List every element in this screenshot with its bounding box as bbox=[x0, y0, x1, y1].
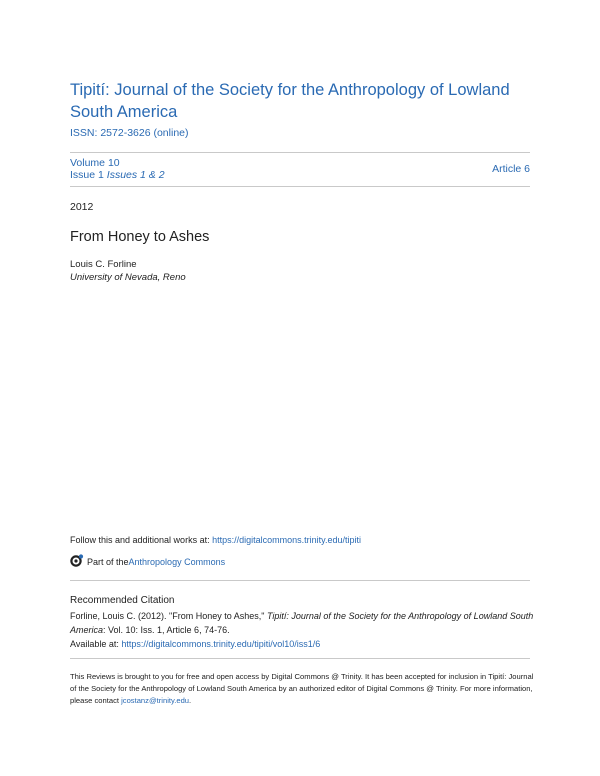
network-commons-icon bbox=[70, 554, 87, 569]
author-affiliation: University of Nevada, Reno bbox=[70, 272, 186, 283]
article-number-link[interactable]: Article 6 bbox=[492, 163, 530, 175]
part-of-line bbox=[70, 554, 225, 569]
follow-line bbox=[70, 535, 361, 545]
author-name: Louis C. Forline bbox=[70, 259, 137, 270]
citation-journal: Tipití: Journal of the Society for the Anthropology of Lowland South America bbox=[70, 611, 534, 635]
available-prefix: Available at: bbox=[70, 639, 122, 649]
citation-end: : Vol. 10: Iss. 1, Article 6, 74-76. bbox=[103, 625, 230, 635]
divider-top bbox=[70, 152, 530, 153]
author-block bbox=[70, 258, 186, 284]
volume-issue-block bbox=[70, 157, 165, 181]
anthropology-commons-link[interactable]: Anthropology Commons bbox=[128, 556, 226, 567]
issue-line bbox=[70, 169, 165, 181]
follow-prefix: Follow this and additional works at: bbox=[70, 535, 213, 545]
publication-year: 2012 bbox=[70, 201, 94, 213]
journal-title-link[interactable]: Tipití: Journal of the Society for the Anthropology of Lowland South America bbox=[70, 81, 510, 121]
divider-issue bbox=[70, 186, 530, 187]
part-of-prefix: Part of the bbox=[87, 556, 129, 567]
issue-link[interactable]: Issue 1 bbox=[70, 169, 104, 181]
recommended-citation-heading: Recommended Citation bbox=[70, 595, 175, 606]
divider-citation bbox=[70, 580, 530, 581]
access-end: . bbox=[189, 696, 192, 705]
contact-email-link[interactable]: jcostanz@trinity.edu bbox=[121, 696, 190, 705]
citation-start: Forline, Louis C. (2012). "From Honey to Ashes," bbox=[70, 611, 267, 621]
article-title: From Honey to Ashes bbox=[70, 229, 210, 245]
citation-text bbox=[70, 609, 535, 651]
access-statement bbox=[70, 671, 535, 707]
access-text: This Reviews is brought to you for free and open access by Digital Commons @ Trinity. It has been accepted for inclusion in Tipití: Journal of the Society for the Anthropology of Lowland South America by an authorized editor of Digital Commons @ Trinity. For more information, please contact bbox=[70, 672, 534, 705]
volume-link[interactable]: Volume 10 bbox=[70, 157, 120, 169]
follow-url-link[interactable]: https://digitalcommons.trinity.edu/tipiti bbox=[212, 535, 361, 545]
available-url-link[interactable]: https://digitalcommons.trinity.edu/tipiti/vol10/iss1/6 bbox=[121, 639, 321, 649]
divider-footer bbox=[70, 658, 530, 659]
issues-link[interactable]: Issues 1 & 2 bbox=[106, 169, 165, 181]
issn-link[interactable]: ISSN: 2572-3626 (online) bbox=[70, 127, 189, 139]
